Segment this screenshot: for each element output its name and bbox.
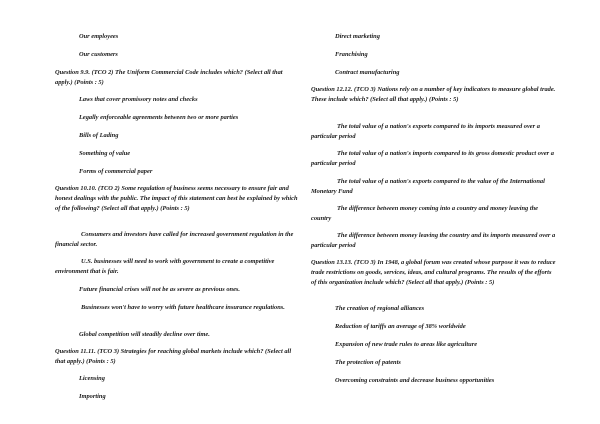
q10-option-4: Businesses won't have to worry with future healthcare insurance regulations. (81, 304, 285, 311)
q13-option-1: The creation of regional alliances (335, 305, 425, 312)
q12-option-2: The total value of a nation's imports compared to its gross domestic product over a particular period (311, 150, 554, 167)
option-our-customers: Our customers (79, 51, 118, 58)
q12-option-4: The difference between money coming into a country and money leaving the country (311, 205, 538, 222)
q9-option-3: Bills of Lading (79, 132, 119, 139)
question-12: Question 12.12. (TCO 3) Nations rely on a number of key indicators to measure global trade. These include which? (Select all that apply.) (Points : 5) (311, 86, 556, 103)
q9-option-2: Legally enforceable agreements between two or more parties (79, 114, 239, 121)
option-franchising: Franchising (335, 51, 368, 58)
q10-option-3: Future financial crises will not be as severe as previous ones. (79, 286, 241, 293)
option-our-employees: Our employees (79, 33, 119, 40)
question-10: Question 10.10. (TCO 2) Some regulation of business seems necessary to ensure fair and honest dealings with the public. The impact of this statement can best be explained by which of the following? (Select all that apply.) (Points : 5) (55, 185, 298, 212)
q13-option-4: The protection of patents (335, 359, 401, 366)
q13-option-3: Expansion of new trade rules to areas like agriculture (335, 341, 478, 348)
q9-option-5: Forms of commercial paper (79, 168, 153, 175)
q13-option-5: Overcoming constraints and decrease business opportunities (335, 377, 495, 384)
option-direct-marketing: Direct marketing (335, 33, 380, 40)
question-13: Question 13.13. (TCO 3) In 1948, a global forum was created whose purpose it was to reduce trade restrictions on goods, services, ideas, and cultural programs. The results of the efforts of this organization include which? (Select all that apply.) (Points : 5) (311, 259, 556, 286)
q12-option-3: The total value of a nation's exports compared to the value of the International Monetary Fund (311, 178, 545, 195)
q9-option-4: Something of value (79, 150, 131, 157)
q9-option-1: Laws that cover promissory notes and checks (79, 96, 198, 103)
q13-option-2: Reduction of tariffs an average of 38% worldwide (335, 323, 466, 330)
question-9: Question 9.9. (TCO 2) The Uniform Commercial Code includes which? (Select all that apply.) (Points : 5) (55, 69, 283, 86)
q12-option-1: The total value of a nation's exports compared to its imports measured over a particular period (311, 123, 540, 140)
q10-option-2: U.S. businesses will need to work with government to create a competitive environment that is fair. (55, 258, 275, 275)
q12-option-5: The difference between money leaving the country and its imports measured over a particular period (311, 232, 556, 249)
q10-option-1: Consumers and investors have called for increased government regulation in the financial sector. (55, 231, 294, 248)
q11-option-1: Licensing (79, 375, 105, 382)
option-contract-manufacturing: Contract manufacturing (335, 69, 400, 76)
q10-option-5: Global competition will steadily decline over time. (79, 331, 210, 338)
question-11: Question 11.11. (TCO 3) Strategies for reaching global markets include which? (Select all that apply.) (Points : 5) (55, 348, 292, 365)
q11-option-2: Importing (79, 393, 106, 400)
